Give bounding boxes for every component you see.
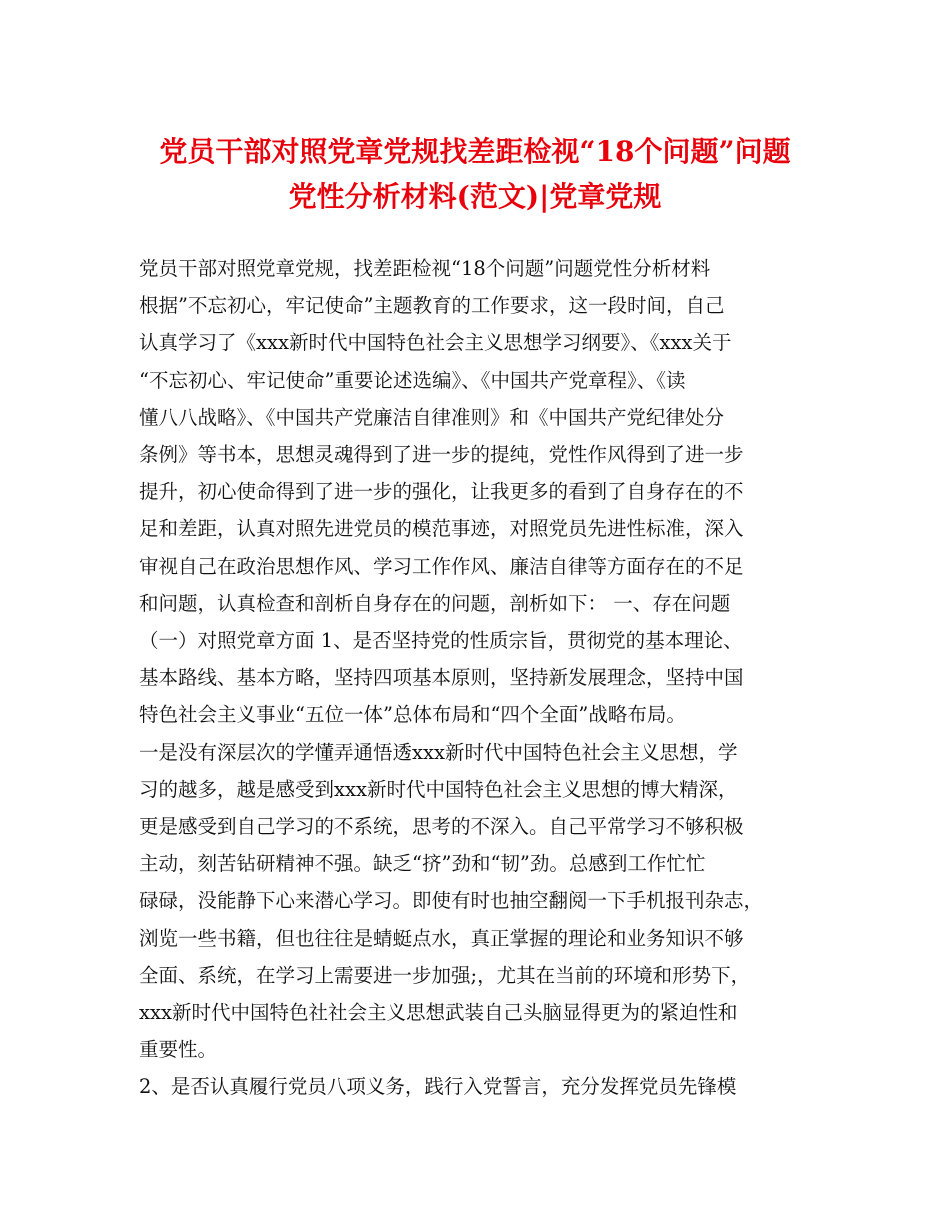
body-line: 懂八八战略》、《中国共产党廉洁自律准则》和《中国共产党纪律处分 <box>139 405 725 429</box>
body-line: “不忘初心、牢记使命”重要论述选编》、《中国共产党章程》、《读 <box>139 368 686 392</box>
body-line: 基本路线、基本方略，坚持四项基本原则，坚持新发展理念，坚持中国 <box>139 666 744 690</box>
body-line: 条例》等书本，思想灵魂得到了进一步的提纯，党性作风得到了进一步 <box>139 443 744 466</box>
body-line: 党员干部对照党章党规，找差距检视“18个问题”问题党性分析材料 <box>139 257 711 280</box>
body-line: 根据”不忘初心，牢记使命”主题教育的工作要求，这一段时间，自己 <box>139 294 725 318</box>
document-title-line-1: 党员干部对照党章党规找差距检视“18个问题”问题 <box>159 135 791 168</box>
body-line: 一是没有深层次的学懂弄通悟透xxx新时代中国特色社会主义思想，学 <box>139 740 738 764</box>
body-line: 主动，刻苦钻研精神不强。缺乏“挤”劲和“韧”劲。总感到工作忙忙 <box>139 852 706 876</box>
body-line: 认真学习了《xxx新时代中国特色社会主义思想学习纲要》、《xxx关于 <box>139 331 732 355</box>
body-line: 审视自己在政治思想作风、学习工作作风、廉洁自律等方面存在的不足 <box>139 554 744 578</box>
body-line: 浏览一些书籍，但也往往是蜻蜓点水，真正掌握的理论和业务知识不够 <box>139 926 744 950</box>
body-line: 习的越多，越是感受到xxx新时代中国特色社会主义思想的博大精深， <box>139 777 738 801</box>
body-line: 重要性。 <box>139 1038 218 1062</box>
body-line: 和问题，认真检查和剖析自身存在的问题，剖析如下： 一、存在问题 <box>139 591 731 615</box>
body-line: 2、是否认真履行党员八项义务，践行入党誓言，充分发挥党员先锋模 <box>139 1075 737 1099</box>
body-line: 碌碌，没能静下心来潜心学习。即使有时也抽空翻阅一下手机报刊杂志， <box>139 889 764 913</box>
body-line: 更是感受到自己学习的不系统，思考的不深入。自己平常学习不够积极 <box>139 815 744 838</box>
body-line: 提升，初心使命得到了进一步的强化，让我更多的看到了自身存在的不 <box>139 480 744 504</box>
body-line: （一）对照党章方面 1、是否坚持党的性质宗旨，贯彻党的基本理论、 <box>139 629 743 652</box>
body-line: 足和差距，认真对照先进党员的模范事迹，对照党员先进性标准，深入 <box>139 517 744 541</box>
body-line: 特色社会主义事业“五位一体”总体布局和“四个全面”战略布局。 <box>139 703 686 727</box>
body-line: xxx新时代中国特色社社会主义思想武装自己头脑显得更为的紧迫性和 <box>139 1001 738 1024</box>
document-title-line-2: 党性分析材料(范文)|党章党规 <box>288 180 662 213</box>
body-line: 全面、系统，在学习上需要进一步加强;，尤其在当前的环境和形势下， <box>139 963 751 987</box>
